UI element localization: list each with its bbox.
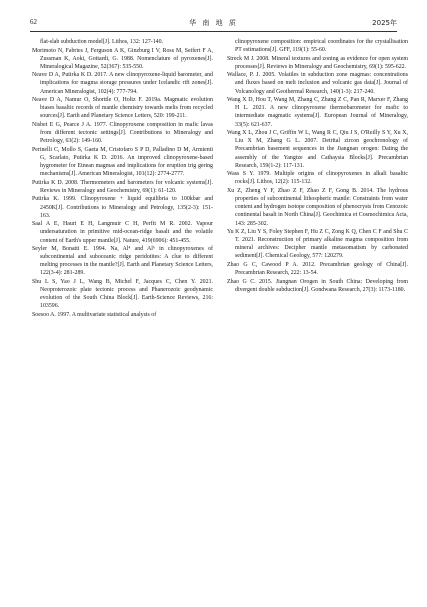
reference-entry: Nisbet E G, Pearce J A. 1977. Clinopyroxene composition in mafic lavas from different tectonic settings[J]. Contributions to Mineralogy and Petrology, 63(2): 149-160. [32, 121, 213, 145]
reference-entry: Neave D A, Putirka K D. 2017. A new clinopyroxene-liquid barometer, and implications for magma storage pressures under Icelandic rift zones[J]. American Mineralogist, 102(4): 777-794. [32, 72, 213, 95]
right-column [227, 38, 408, 593]
reference-entry: Streck M J. 2008. Mineral textures and zoning as evidence for open system processes[J]. Reviews in Mineralogy and Geochemistry, 69(1): 595-622. [227, 55, 408, 70]
reference-entry: Morimoto N, Fabries J, Ferguson A K, Ginzburg I V, Ross M, Seifert F A, Zussman K, Aoki, Gottardi, G. 1988. Nomenclature of pyroxenes[J]. Mineralogical Magazine, 52(367): 535-550. [32, 47, 213, 70]
reference-entry: Perinelli C, Mollo S, Gaeta M, Cristofaro S P D, Palladino D M, Armienti G, Scarlato, Putirka K D. 2016. An improved clinopyroxene-based hygrometer for Etnean magmas and implications for eruption trig gering mechanisms[J]. American Mineralogist, 101(12): 2774-2777. [32, 146, 213, 178]
reference-entry: Wang X D, Hou T, Wang M, Zhang C, Zhang Z C, Pan R, Marxer F, Zhang H L. 2021. A new clinopyroxene thermobarometer for mafic to intermediate magmatic systems[J]. European Journal of Mineralogy, 33(5): 621-637. [227, 97, 408, 128]
page-number: 62 [30, 18, 37, 26]
issue-year: 2025年 [372, 19, 397, 27]
reference-entry: Xu Z, Zheng Y F, Zhao Z F, Zhao Z F, Gong B. 2014. The hydrous properties of subcontinental lithospheric mantle: Constraints from water content and hydrogen isotope composition of phenocrysts from Cenozoic continental basalt in North China[J]. Geochimica et Cosmochimica Acta, 143: 285-302. [227, 187, 408, 227]
reference-entry: Wang X L, Zhou J C, Griffin W L, Wang R C, Qiu J S, O'Reilly S Y, Xu X, Liu X M, Zhang G L. 2007. Detrital zircon geochronology of Precambrian basement sequences in the Jiangnan orogen: Dating the assembly of the Yangtze and Cathaysia Blocks[J]. Precambrian Research, 159(1-2): 117-131. [227, 130, 408, 169]
reference-entry: Wass S Y. 1979. Multiple origins of clinopyroxenes in alkali basaltic rocks[J]. Lithos, 12(2): 115-132. [227, 171, 408, 186]
reference-entry: Putirka K D. 2008. Thermometers and barometers for volcanic systems[J]. Reviews in Mineralogy and Geochemistry, 69(1): 61-120. [32, 179, 213, 194]
reference-entry: clinopyroxene composition: empirical coordinates for the crystallisation PT estimations[J]. GFF, 119(1): 55-60. [235, 39, 408, 54]
running-header [30, 18, 397, 30]
journal-title: 华 南 地 质 [189, 19, 238, 27]
reference-entry: Wallace, P. J. 2005. Volatiles in subduction zone magmas: concentrations and fluxes based on melt inclusion and volcanic gas data[J]. Journal of Volcanology and Geothermal Research, 140(1-3): 217-240. [227, 72, 408, 95]
reference-entry: Yu K Z, Liu Y S, Foley Stephen F, Hu Z C, Zong K Q, Chen C F and Shu C T. 2021. Reconstruction of primary alkaline magma composition from mineral archives: Decipher mantle metasomatism by carbonated sediment[J]. Chemical Geology, 577: 120279. [227, 229, 408, 260]
reference-entry: Shu L S, Yao J L, Wang B, Michel F, Jacques C, Chen Y. 2021. Neoproterozoic plate tectonic process and Phanerozoic geodynamic evolution of the South China Block[J]. Earth-Science Reviews, 216: 103596. [32, 278, 213, 310]
reference-entry: Soesoo A. 1997. A multivariate statistical analysis of [32, 311, 157, 318]
reference-entry: Seyler M, Bonatti E. 1994. Na, Al⁴ and Al⁶ in clinopyroxenes of subcontinental and suboceanic ridge peridotites: A clue to different melting processes in the mantle?[J]. Earth and Planetary Science Letters, 122(3-4): 281-289. [32, 246, 213, 277]
reference-entry: Neave D A, Namur O, Shorttle O, Holtz F. 2019a. Magmatic evolution biases basaltic records of mantle chemistry towards melts from recycled sources[J]. Earth and Planetary Science Letters, 520: 199-211. [32, 97, 213, 120]
reference-entry: flat-slab subduction model[J]. Lithos, 132: 127-140. [40, 39, 164, 45]
left-column [32, 38, 213, 593]
reference-entry: Saal A E, Hauri E H, Langmuir C H, Perfit M R. 2002. Vapour undersaturation in primitive mid-ocean-ridge basalt and the volatile content of Earth's upper mantle[J]. Nature, 419(6906): 451-455. [32, 221, 213, 244]
reference-entry: Zhao G C, Cawood P A. 2012. Precambrian geology of China[J]. Precambrian Research, 222: 13-54. [227, 261, 408, 277]
reference-entry: Putirka K. 1999. Clinopyroxene + liquid equilibria to 100kbar and 2450K[J]. Contributions to Mineralogy and Petrology, 135(2-3): 151-163. [32, 196, 213, 219]
header-rule [30, 31, 397, 32]
reference-entry: Zhao G C. 2015. Jiangnan Orogen in South China: Developing from divergent double subduction[J]. Gondwana Research, 27(3): 1173-1180. [227, 278, 408, 293]
